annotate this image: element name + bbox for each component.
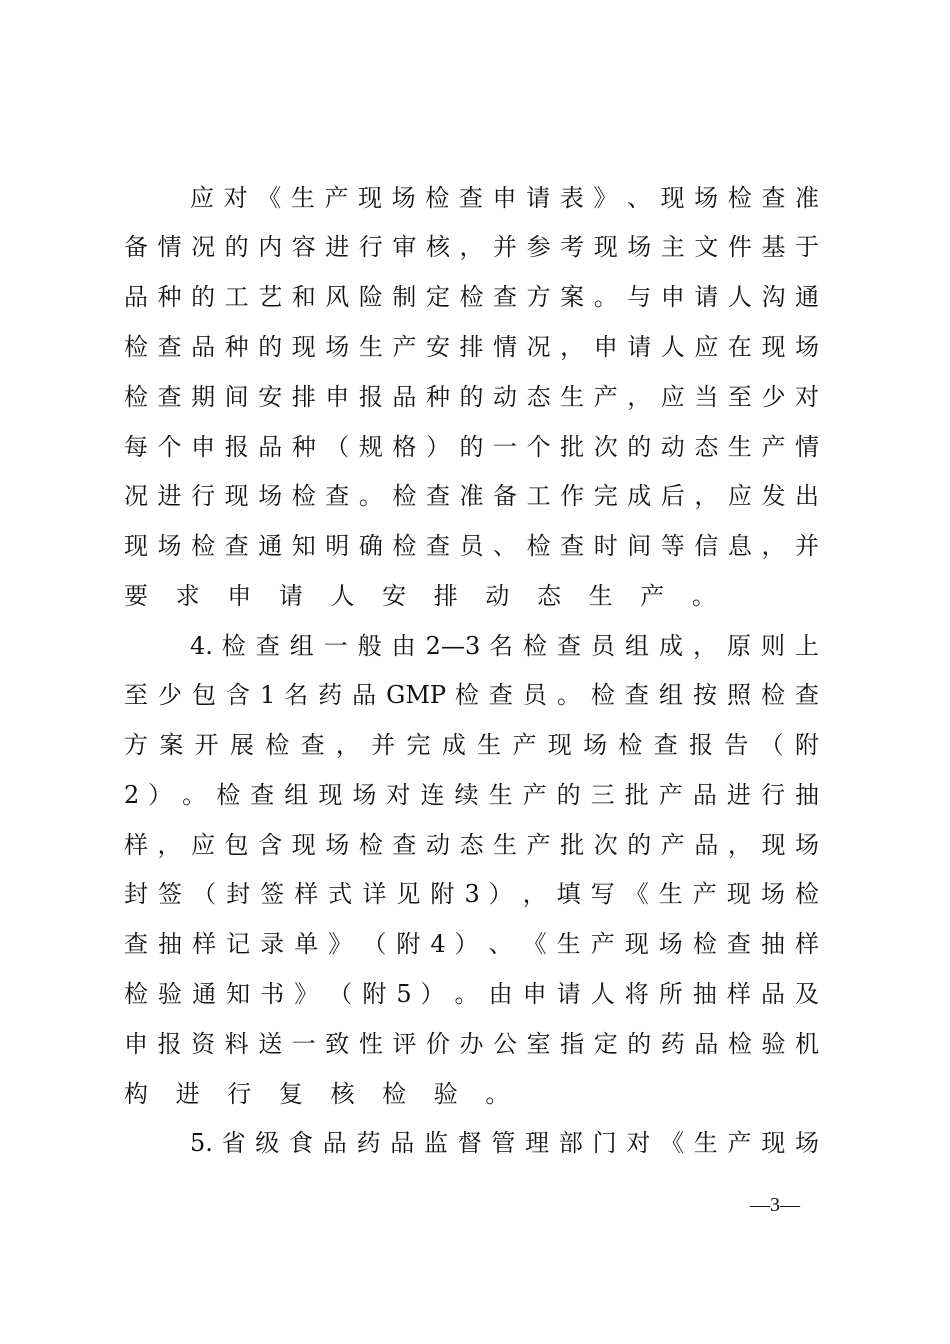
text-line-1: 应 对 《 生 产 现 场 检 查 申 请 表 》 、 现 场 检 查 准 <box>190 184 819 212</box>
text-line-5: 检 查 期 间 安 排 申 报 品 种 的 动 态 生 产 ， 应 当 至 少 对 <box>124 383 819 411</box>
text-line-17: 检 验 通 知 书 》 （ 附 5 ） 。 由 申 请 人 将 所 抽 样 品 及 <box>124 980 819 1008</box>
text-line-12: 方 案 开 展 检 查 ， 并 完 成 生 产 现 场 检 查 报 告 （ 附 <box>124 731 819 759</box>
text-line-13: 2 ） 。 检 查 组 现 场 对 连 续 生 产 的 三 批 产 品 进 行 抽 <box>124 781 819 809</box>
text-line-11: 至 少 包 含 1 名 药 品 GMP 检 查 员 。 检 查 组 按 照 检 查 <box>124 681 819 709</box>
page-number: —3— <box>750 1194 800 1216</box>
text-line-7: 况 进 行 现 场 检 查 。 检 查 准 备 工 作 完 成 后 ， 应 发 出 <box>124 482 819 510</box>
text-line-3: 品 种 的 工 艺 和 风 险 制 定 检 查 方 案 。 与 申 请 人 沟 通 <box>124 283 819 311</box>
text-line-20: 5. 省 级 食 品 药 品 监 督 管 理 部 门 对 《 生 产 现 场 <box>190 1129 819 1157</box>
text-line-8: 现 场 检 查 通 知 明 确 检 查 员 、 检 查 时 间 等 信 息 ， 并 <box>124 532 819 560</box>
text-line-6: 每 个 申 报 品 种 （ 规 格 ） 的 一 个 批 次 的 动 态 生 产 情 <box>124 433 819 461</box>
text-line-15: 封 签 （ 封 签 样 式 详 见 附 3 ） ， 填 写 《 生 产 现 场 检 <box>124 880 819 908</box>
text-line-2: 备 情 况 的 内 容 进 行 审 核 ， 并 参 考 现 场 主 文 件 基 于 <box>124 233 819 261</box>
text-line-4: 检 查 品 种 的 现 场 生 产 安 排 情 况 ， 申 请 人 应 在 现 场 <box>124 333 819 361</box>
text-line-16: 查 抽 样 记 录 单 》 （ 附 4 ） 、 《 生 产 现 场 检 查 抽 样 <box>124 930 819 958</box>
text-line-9: 要 求 申 请 人 安 排 动 态 生 产 。 <box>124 582 726 610</box>
text-line-18: 申 报 资 料 送 一 致 性 评 价 办 公 室 指 定 的 药 品 检 验 机 <box>124 1030 819 1058</box>
text-line-19: 构 进 行 复 核 检 验 。 <box>124 1080 520 1108</box>
text-line-10: 4. 检 查 组 一 般 由 2—3 名 检 查 员 组 成 ， 原 则 上 <box>190 632 819 660</box>
text-line-14: 样 ， 应 包 含 现 场 检 查 动 态 生 产 批 次 的 产 品 ， 现 场 <box>124 831 819 859</box>
